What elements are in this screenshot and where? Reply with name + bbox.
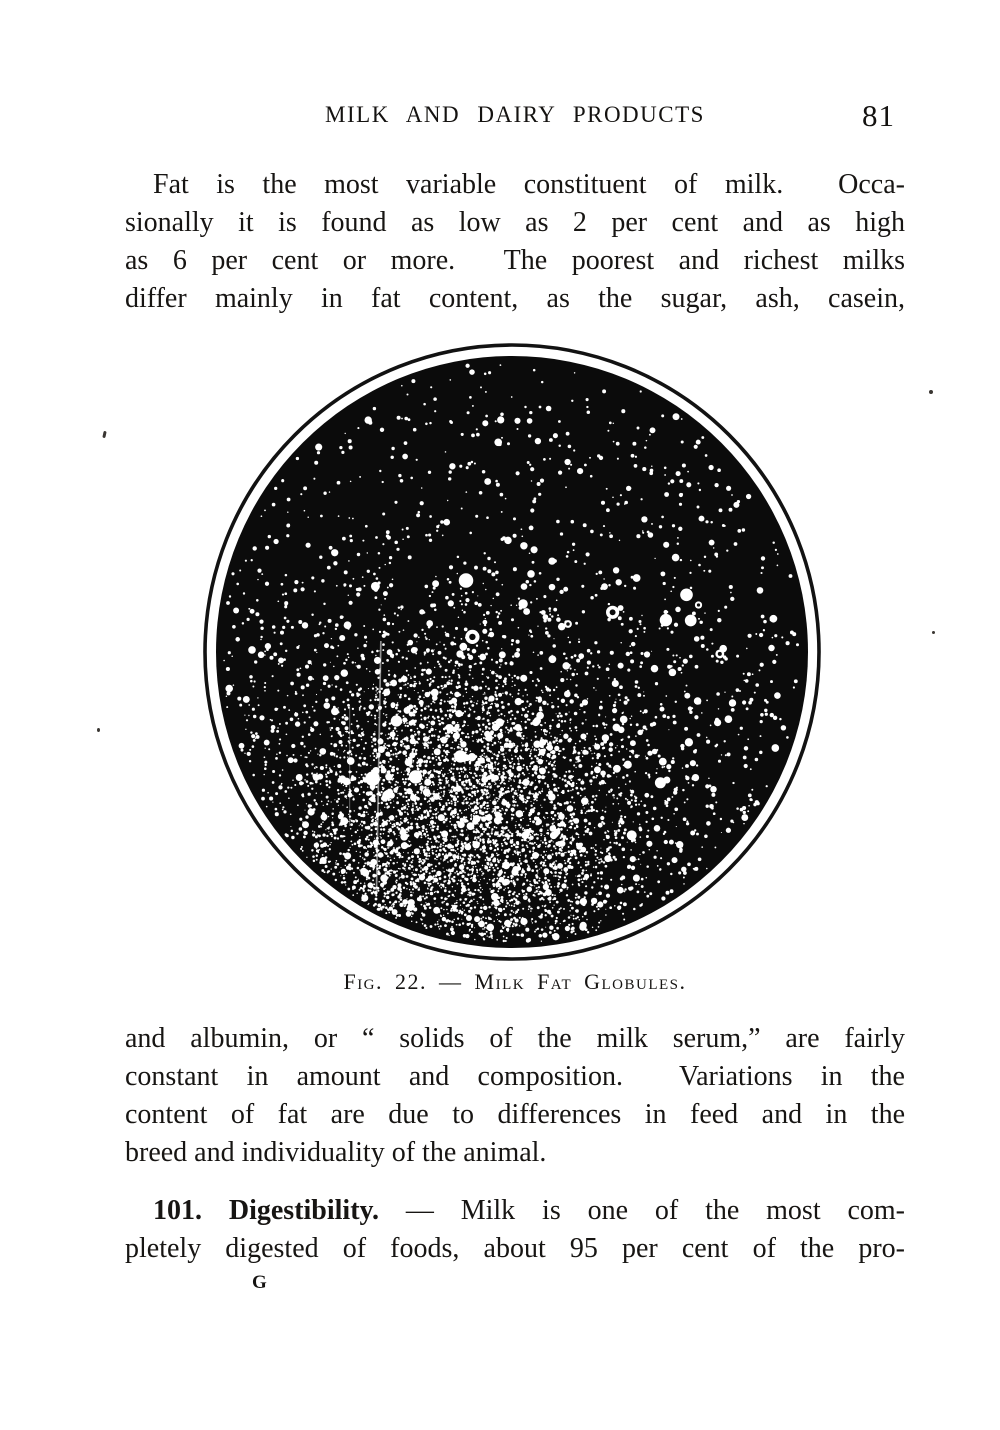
figure-milk-fat-globules <box>200 338 824 962</box>
print-speck <box>929 390 933 394</box>
running-header <box>125 98 905 134</box>
running-title: MILK AND DAIRY PRODUCTS <box>325 102 705 127</box>
figure-caption: Fig. 22. — Milk Fat Globules. <box>343 969 687 994</box>
micrograph-illustration <box>200 338 824 962</box>
paragraph-line: sionally it is found as low as 2 per cent and as high <box>125 207 905 238</box>
paragraph-line: Fat is the most variable constituent of milk. Occa- <box>153 169 905 200</box>
print-speck <box>102 431 106 438</box>
paragraph-digestibility <box>125 1192 905 1268</box>
signature-mark: G <box>252 1272 267 1293</box>
paragraph-fat-variability <box>125 166 905 318</box>
print-speck <box>97 728 100 732</box>
paragraph-line: content of fat are due to differences in feed and in the <box>125 1099 905 1130</box>
paragraph-line: constant in amount and composition. Variations in the <box>125 1061 905 1092</box>
paragraph-line: breed and individuality of the animal. <box>125 1137 547 1168</box>
paragraph-line <box>125 1192 905 1230</box>
section-lead-text: — Milk is one of the most com- <box>378 1195 905 1226</box>
section-heading: 101. Digestibility. <box>153 1195 379 1226</box>
paragraph-line: as 6 per cent or more. The poorest and richest milks <box>125 245 905 276</box>
paragraph-line: and albumin, or “ solids of the milk serum,” are fairly <box>125 1023 905 1054</box>
page-number: 81 <box>862 98 895 133</box>
plate-scratch <box>349 706 350 826</box>
print-speck <box>932 631 935 634</box>
paragraph-line: differ mainly in fat content, as the sugar, ash, casein, <box>125 283 905 314</box>
paragraph-milk-serum-solids <box>125 1020 905 1172</box>
paragraph-line: pletely digested of foods, about 95 per cent of the pro- <box>125 1233 905 1264</box>
